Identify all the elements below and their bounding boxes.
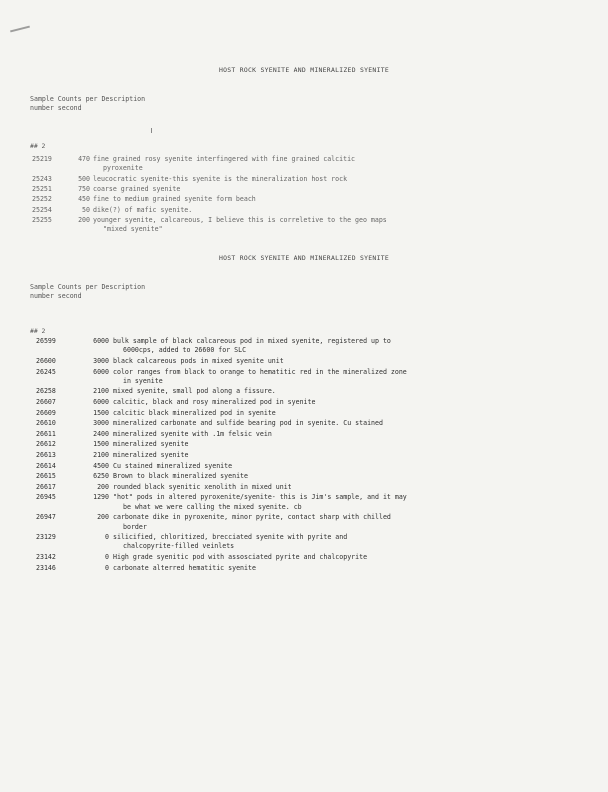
sample-description bbox=[113, 398, 315, 407]
description-line: carbonate alterred hematitic syenite bbox=[113, 563, 256, 572]
sample-number: 26947 bbox=[36, 513, 56, 522]
sample-number: 26607 bbox=[36, 398, 56, 406]
sample-number: 23142 bbox=[36, 553, 56, 562]
counts-per-second: 3000 bbox=[93, 419, 109, 428]
section2-header-line2: number second bbox=[30, 292, 82, 300]
sample-number: 26245 bbox=[36, 367, 56, 376]
counts-per-second: 0 bbox=[105, 533, 109, 542]
description-line: bulk sample of black calcareous pod in mixed syenite, registered up to bbox=[113, 337, 391, 345]
description-line: dike(?) of mafic syenite. bbox=[93, 205, 193, 214]
description-line: leucocratic syenite-this syenite is the mineralization host rock bbox=[93, 174, 348, 183]
section1-col-head: ## 2 bbox=[30, 142, 46, 150]
counts-per-second: 200 bbox=[97, 482, 109, 491]
description-line: chalcopyrite-filled veinlets bbox=[123, 542, 235, 551]
counts-per-second: 1290 bbox=[93, 493, 109, 502]
sample-number: 26617 bbox=[36, 482, 56, 491]
counts-per-second: 2100 bbox=[93, 451, 109, 459]
sample-number: 26611 bbox=[36, 429, 56, 438]
description-line: coarse grained syenite bbox=[93, 184, 181, 193]
section2-header-line1: Sample Counts per Description bbox=[30, 283, 146, 291]
counts-per-second: 200 bbox=[97, 513, 109, 522]
description-line: Brown to black mineralized syenite bbox=[113, 472, 248, 481]
description-line: border bbox=[123, 522, 147, 531]
description-line: Cu stained mineralized syenite bbox=[113, 461, 233, 470]
counts-per-second: 500 bbox=[78, 174, 90, 183]
sample-number: 26600 bbox=[36, 356, 56, 365]
counts-per-second: 2100 bbox=[93, 387, 109, 396]
description-line: younger syenite, calcareous, I believe this is correletive to the geo maps bbox=[93, 215, 387, 224]
description-line: mixed syenite, small pod along a fissure. bbox=[113, 387, 276, 396]
sample-description bbox=[113, 430, 272, 439]
sample-number: 26613 bbox=[36, 451, 56, 459]
sample-description bbox=[93, 195, 256, 204]
description-line: "mixed syenite" bbox=[103, 225, 163, 234]
sample-description bbox=[113, 462, 232, 471]
counts-per-second: 0 bbox=[105, 563, 109, 572]
sample-number: 26945 bbox=[36, 493, 56, 502]
sample-description bbox=[93, 155, 355, 174]
description-line: mineralized syenite with .1m felsic vein bbox=[113, 429, 272, 438]
description-line: color ranges from black to orange to hematitic red in the mineralized zone bbox=[113, 367, 407, 376]
sample-description bbox=[113, 553, 367, 562]
sample-description bbox=[113, 337, 391, 356]
sample-number: 26610 bbox=[36, 419, 56, 428]
sample-description bbox=[113, 564, 256, 573]
counts-per-second: 450 bbox=[78, 195, 90, 204]
description-line: calcitic, black and rosy mineralized pod in syenite bbox=[113, 398, 316, 406]
description-line: mineralized carbonate and sulfide bearing pod in syenite. Cu stained bbox=[113, 419, 383, 428]
counts-per-second: 50 bbox=[82, 205, 90, 214]
sample-description bbox=[93, 206, 192, 215]
sample-description bbox=[113, 483, 292, 492]
sample-description bbox=[113, 409, 276, 418]
sample-number: 23129 bbox=[36, 533, 56, 542]
section1-title: HOST ROCK SYENITE AND MINERALIZED SYENITE bbox=[218, 66, 390, 74]
description-line: silicified, chloritized, brecciated syenite with pyrite and bbox=[113, 533, 348, 542]
sample-number: 25219 bbox=[32, 155, 52, 163]
description-line: calcitic black mineralized pod in syenite bbox=[113, 408, 276, 417]
counts-per-second: 4500 bbox=[93, 461, 109, 470]
description-line: pyroxenite bbox=[103, 164, 143, 173]
sample-number: 25243 bbox=[32, 174, 52, 183]
sample-description bbox=[113, 493, 407, 512]
section1-header-line1: Sample Counts per Description bbox=[30, 95, 146, 103]
description-line: mineralized syenite bbox=[113, 451, 189, 459]
sample-description bbox=[113, 419, 383, 428]
counts-per-second: 200 bbox=[78, 215, 90, 224]
sample-description bbox=[113, 451, 188, 460]
sample-number: 26258 bbox=[36, 387, 56, 396]
sample-number: 25254 bbox=[32, 205, 52, 214]
sample-description bbox=[113, 533, 347, 552]
pen-mark bbox=[10, 26, 30, 33]
sample-number: 26599 bbox=[36, 337, 56, 345]
counts-per-second: 1500 bbox=[93, 440, 109, 449]
description-line: High grade syenitic pod with assosciated pyrite and chalcopyrite bbox=[113, 553, 368, 562]
sample-number: 23146 bbox=[36, 563, 56, 572]
description-line: fine to medium grained syenite form beach bbox=[93, 195, 256, 204]
section2-header bbox=[30, 283, 145, 301]
sample-number: 25252 bbox=[32, 195, 52, 204]
description-line: rounded black syenitic xenolith in mixed unit bbox=[113, 482, 292, 491]
sample-number: 26612 bbox=[36, 440, 56, 449]
description-line: fine grained rosy syenite interfingered with fine grained calcitic bbox=[93, 155, 356, 163]
counts-per-second: 6000 bbox=[93, 337, 109, 345]
sample-description bbox=[93, 185, 180, 194]
sample-description bbox=[113, 357, 284, 366]
description-line: mineralized syenite bbox=[113, 440, 189, 449]
counts-per-second: 1500 bbox=[93, 408, 109, 417]
counts-per-second: 3000 bbox=[93, 356, 109, 365]
counts-per-second: 6000 bbox=[93, 367, 109, 376]
sample-description bbox=[93, 216, 387, 235]
sample-number: 26614 bbox=[36, 461, 56, 470]
description-line: in syenite bbox=[123, 376, 163, 385]
sample-description bbox=[113, 440, 188, 449]
sample-description bbox=[113, 513, 391, 532]
sample-number: 25255 bbox=[32, 215, 52, 224]
description-line: black calcareous pods in mixed syenite unit bbox=[113, 356, 284, 365]
sample-description bbox=[113, 387, 276, 396]
sample-number: 26615 bbox=[36, 472, 56, 481]
counts-per-second: 6000 bbox=[93, 398, 109, 406]
section1-header bbox=[30, 95, 145, 113]
sample-description bbox=[113, 368, 407, 387]
sample-number: 26609 bbox=[36, 408, 56, 417]
description-line: "hot" pods in altered pyroxenite/syenite- this is Jim's sample, and it may bbox=[113, 493, 407, 502]
sample-description bbox=[113, 472, 248, 481]
counts-per-second: 2400 bbox=[93, 429, 109, 438]
description-line: 6000cps, added to 26600 for SLC bbox=[123, 346, 247, 355]
counts-per-second: 0 bbox=[105, 553, 109, 562]
section1-header-line2: number second bbox=[30, 104, 82, 112]
stray-mark bbox=[151, 128, 152, 133]
counts-per-second: 470 bbox=[78, 155, 90, 163]
counts-per-second: 750 bbox=[78, 184, 90, 193]
section2-title: HOST ROCK SYENITE AND MINERALIZED SYENITE bbox=[218, 254, 390, 262]
sample-description bbox=[93, 175, 347, 184]
description-line: be what we were calling the mixed syenite. cb bbox=[123, 502, 302, 511]
description-line: carbonate dike in pyroxenite, minor pyrite, contact sharp with chilled bbox=[113, 513, 391, 522]
section2-col-head: ## 2 bbox=[30, 327, 46, 335]
counts-per-second: 6250 bbox=[93, 472, 109, 481]
sample-number: 25251 bbox=[32, 184, 52, 193]
